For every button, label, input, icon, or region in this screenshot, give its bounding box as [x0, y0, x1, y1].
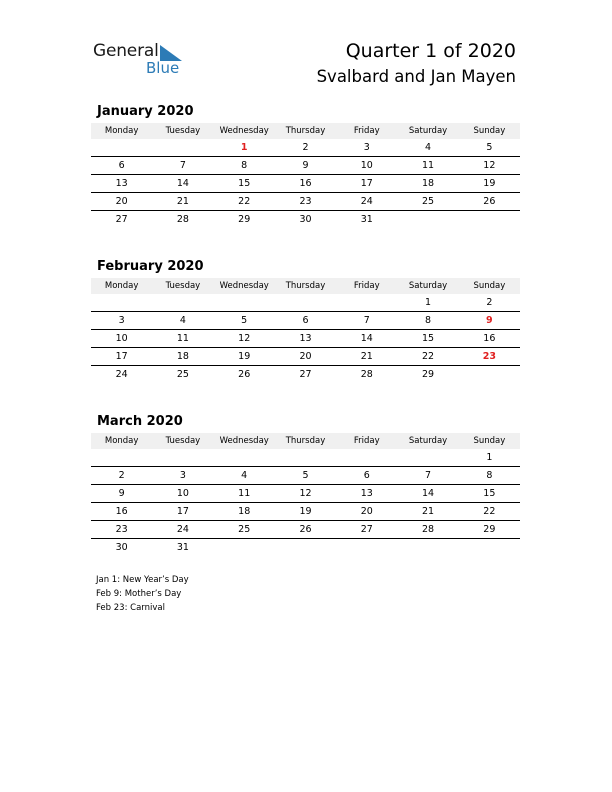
- logo: [93, 38, 193, 80]
- day-cell: 22: [214, 193, 275, 211]
- empty-day-cell: [275, 449, 336, 467]
- weekday-header: Sunday: [459, 278, 520, 294]
- day-cell: 21: [336, 348, 397, 366]
- day-cell: 16: [459, 330, 520, 348]
- day-cell: 31: [176, 542, 189, 553]
- day-cell: 5: [275, 467, 336, 485]
- empty-day-cell: [397, 211, 458, 229]
- day-cell: 13: [336, 485, 397, 503]
- weekday-header-row: [91, 278, 520, 294]
- month-january: [91, 103, 520, 228]
- day-cell: 8: [214, 157, 275, 175]
- day-cell: 16: [91, 503, 152, 521]
- week-row: [91, 449, 520, 467]
- empty-day-cell: [152, 139, 213, 157]
- week-row: [91, 312, 520, 330]
- day-cell: 2: [91, 467, 152, 485]
- day-cell: 10: [91, 330, 152, 348]
- day-cell: 26: [459, 193, 520, 211]
- day-cell: 24: [336, 193, 397, 211]
- day-cell: 17: [336, 175, 397, 193]
- week-row: [91, 294, 520, 312]
- day-cell: 11: [214, 485, 275, 503]
- weekday-header: Saturday: [397, 278, 458, 294]
- empty-day-cell: [459, 366, 520, 384]
- empty-day-cell: [397, 539, 458, 557]
- day-cell: 6: [275, 312, 336, 330]
- weekday-header: Friday: [336, 123, 397, 139]
- month-february: [91, 258, 520, 383]
- day-cell: 1: [459, 449, 520, 467]
- day-cell: 18: [214, 503, 275, 521]
- day-cell: 13: [91, 175, 152, 193]
- empty-day-cell: [397, 449, 458, 467]
- day-cell: 12: [459, 157, 520, 175]
- holiday-note: Jan 1: New Year’s Day: [96, 575, 189, 585]
- day-cell: 20: [91, 193, 152, 211]
- day-cell: 23: [459, 348, 520, 366]
- day-cell: 8: [397, 312, 458, 330]
- day-cell: 15: [214, 175, 275, 193]
- weekday-header: Tuesday: [152, 433, 213, 449]
- day-cell: 6: [336, 467, 397, 485]
- empty-day-cell: [459, 539, 520, 557]
- week-row: [91, 348, 520, 366]
- weekday-header: Monday: [91, 123, 152, 139]
- day-cell: 29: [238, 214, 251, 225]
- month-title: February 2020: [97, 259, 204, 274]
- day-cell: 30: [299, 214, 312, 225]
- empty-day-cell: [214, 294, 275, 312]
- weekday-header: Friday: [336, 278, 397, 294]
- day-cell: 6: [91, 157, 152, 175]
- weekday-header: Sunday: [459, 123, 520, 139]
- day-cell: 2: [275, 139, 336, 157]
- day-cell: 23: [91, 521, 152, 539]
- empty-day-cell: [336, 294, 397, 312]
- week-row: [91, 330, 520, 348]
- day-cell: 10: [152, 485, 213, 503]
- day-cell: 14: [397, 485, 458, 503]
- empty-day-cell: [214, 539, 275, 557]
- empty-day-cell: [91, 449, 152, 467]
- week-row: [91, 211, 520, 229]
- day-cell: 4: [152, 312, 213, 330]
- day-cell: 29: [422, 369, 435, 380]
- empty-day-cell: [336, 449, 397, 467]
- month-title: March 2020: [97, 414, 183, 429]
- holiday-notes: [96, 573, 189, 615]
- day-cell: 29: [459, 521, 520, 539]
- day-cell: 27: [299, 369, 312, 380]
- calendar-table: [91, 433, 520, 556]
- week-row: [91, 139, 520, 157]
- weekday-header: Wednesday: [214, 278, 275, 294]
- weekday-header: Wednesday: [214, 433, 275, 449]
- week-row: [91, 157, 520, 175]
- weekday-header: Saturday: [397, 433, 458, 449]
- day-cell: 1: [397, 294, 458, 312]
- day-cell: 21: [397, 503, 458, 521]
- calendar-table: [91, 278, 520, 383]
- empty-day-cell: [336, 539, 397, 557]
- week-row: [91, 193, 520, 211]
- day-cell: 24: [115, 369, 128, 380]
- weekday-header: Tuesday: [152, 278, 213, 294]
- weekday-header: Thursday: [275, 278, 336, 294]
- day-cell: 3: [152, 467, 213, 485]
- page-title: Quarter 1 of 2020: [345, 40, 516, 62]
- day-cell: 16: [275, 175, 336, 193]
- holiday-note: Feb 9: Mother’s Day: [96, 589, 182, 599]
- holiday-note: Feb 23: Carnival: [96, 603, 165, 613]
- day-cell: 7: [152, 157, 213, 175]
- day-cell: 12: [275, 485, 336, 503]
- weekday-header: Monday: [91, 433, 152, 449]
- day-cell: 22: [397, 348, 458, 366]
- weekday-header-row: [91, 433, 520, 449]
- day-cell: 25: [214, 521, 275, 539]
- day-cell: 17: [91, 348, 152, 366]
- day-cell: 1: [214, 139, 275, 157]
- weekday-header: Friday: [336, 433, 397, 449]
- weekday-header: Thursday: [275, 123, 336, 139]
- day-cell: 22: [459, 503, 520, 521]
- empty-day-cell: [91, 139, 152, 157]
- weekday-header-row: [91, 123, 520, 139]
- day-cell: 26: [275, 521, 336, 539]
- day-cell: 4: [397, 139, 458, 157]
- day-cell: 5: [459, 139, 520, 157]
- day-cell: 8: [459, 467, 520, 485]
- day-cell: 14: [336, 330, 397, 348]
- day-cell: 19: [214, 348, 275, 366]
- weekday-header: Monday: [91, 278, 152, 294]
- day-cell: 7: [336, 312, 397, 330]
- day-cell: 20: [336, 503, 397, 521]
- day-cell: 10: [336, 157, 397, 175]
- week-row: [91, 539, 520, 557]
- day-cell: 11: [397, 157, 458, 175]
- empty-day-cell: [152, 449, 213, 467]
- week-row: [91, 503, 520, 521]
- weekday-header: Wednesday: [214, 123, 275, 139]
- day-cell: 3: [91, 312, 152, 330]
- empty-day-cell: [152, 294, 213, 312]
- day-cell: 18: [397, 175, 458, 193]
- day-cell: 27: [336, 521, 397, 539]
- month-title: January 2020: [97, 104, 194, 119]
- weekday-header: Tuesday: [152, 123, 213, 139]
- week-row: [91, 467, 520, 485]
- day-cell: 14: [152, 175, 213, 193]
- day-cell: 2: [459, 294, 520, 312]
- day-cell: 15: [397, 330, 458, 348]
- day-cell: 12: [214, 330, 275, 348]
- empty-day-cell: [459, 211, 520, 229]
- week-row: [91, 366, 520, 384]
- weekday-header: Saturday: [397, 123, 458, 139]
- empty-day-cell: [275, 539, 336, 557]
- day-cell: 3: [336, 139, 397, 157]
- day-cell: 28: [397, 521, 458, 539]
- weekday-header: Sunday: [459, 433, 520, 449]
- month-march: [91, 413, 520, 556]
- day-cell: 24: [152, 521, 213, 539]
- day-cell: 18: [152, 348, 213, 366]
- logo-blue-text: Blue: [146, 59, 180, 77]
- empty-day-cell: [91, 294, 152, 312]
- day-cell: 28: [360, 369, 373, 380]
- day-cell: 25: [176, 369, 189, 380]
- day-cell: 9: [275, 157, 336, 175]
- empty-day-cell: [214, 449, 275, 467]
- day-cell: 26: [238, 369, 251, 380]
- day-cell: 9: [91, 485, 152, 503]
- logo-general-text: General: [93, 41, 159, 61]
- day-cell: 27: [115, 214, 128, 225]
- day-cell: 19: [459, 175, 520, 193]
- weekday-header: Thursday: [275, 433, 336, 449]
- day-cell: 23: [275, 193, 336, 211]
- day-cell: 5: [214, 312, 275, 330]
- day-cell: 21: [152, 193, 213, 211]
- day-cell: 9: [459, 312, 520, 330]
- day-cell: 30: [115, 542, 128, 553]
- day-cell: 7: [397, 467, 458, 485]
- day-cell: 31: [360, 214, 373, 225]
- calendar-table: [91, 123, 520, 228]
- day-cell: 28: [176, 214, 189, 225]
- day-cell: 19: [275, 503, 336, 521]
- day-cell: 4: [214, 467, 275, 485]
- page-subtitle: Svalbard and Jan Mayen: [316, 67, 516, 86]
- day-cell: 13: [275, 330, 336, 348]
- week-row: [91, 485, 520, 503]
- week-row: [91, 521, 520, 539]
- week-row: [91, 175, 520, 193]
- day-cell: 17: [152, 503, 213, 521]
- day-cell: 15: [459, 485, 520, 503]
- day-cell: 25: [397, 193, 458, 211]
- day-cell: 20: [275, 348, 336, 366]
- empty-day-cell: [275, 294, 336, 312]
- day-cell: 11: [152, 330, 213, 348]
